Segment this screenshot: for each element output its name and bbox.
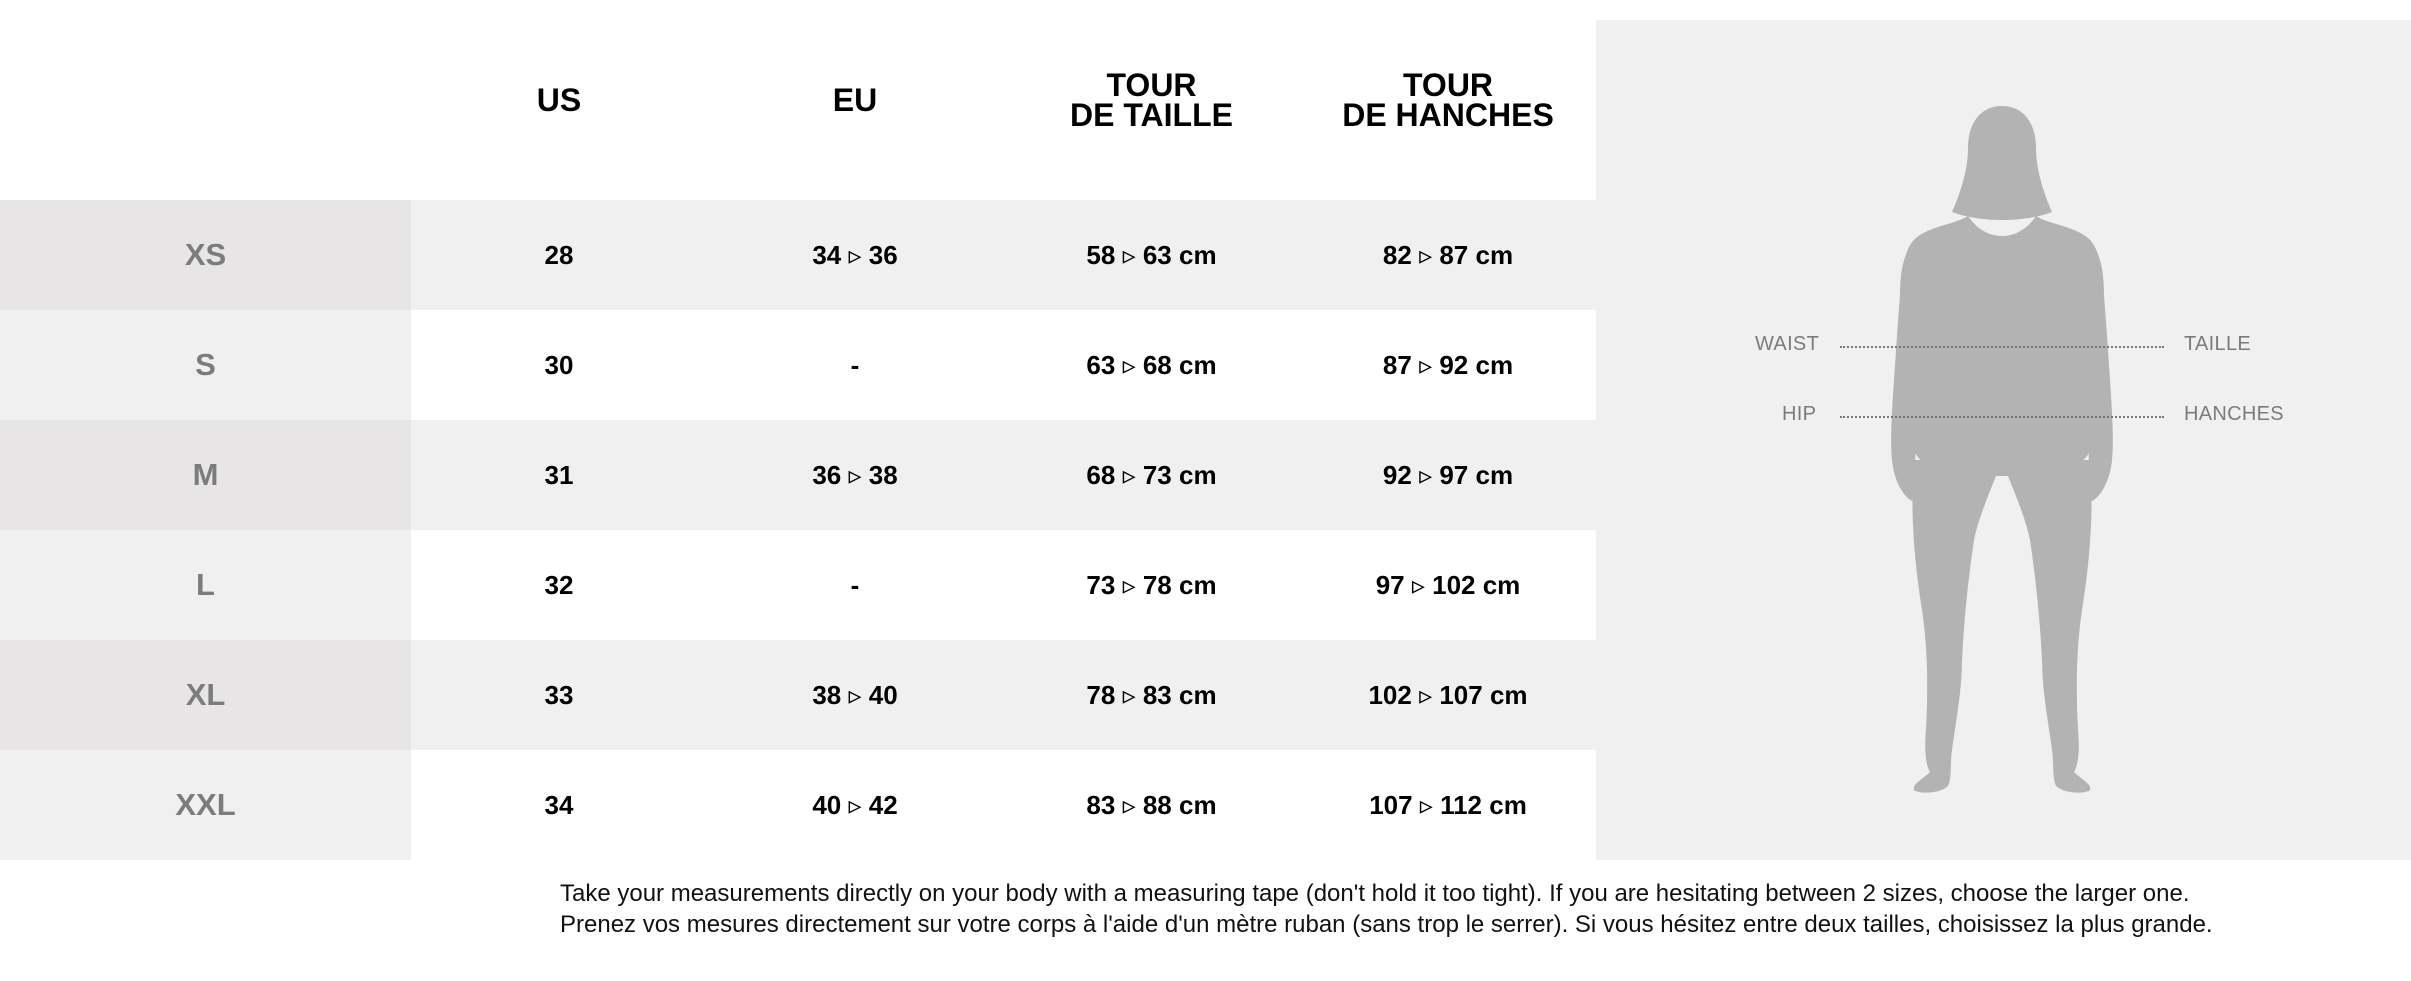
table-row (0, 530, 1596, 640)
waist-value: 73 ▹ 78 cm (1086, 569, 1217, 600)
waist-value: 83 ▹ 88 cm (1086, 789, 1217, 820)
hip-label-fr: HANCHES (2184, 403, 2284, 425)
waist-label-en: WAIST (1755, 333, 1820, 355)
woman-silhouette-icon (1596, 20, 2411, 860)
us-value: 31 (544, 459, 574, 490)
waist-value: 78 ▹ 83 cm (1086, 679, 1217, 710)
size-label: M (0, 420, 411, 530)
waist-value: 58 ▹ 63 cm (1086, 239, 1217, 270)
measurement-footnote (560, 878, 2213, 940)
us-value: 33 (544, 679, 574, 710)
table-row (0, 200, 1596, 310)
header-waist (1003, 0, 1300, 200)
size-label: L (0, 530, 411, 640)
table-row (0, 750, 1596, 860)
us-value: 28 (544, 239, 574, 270)
header-hips-line-2: DE HANCHES (1342, 97, 1554, 133)
header-hips-line-1: TOUR (1402, 67, 1494, 103)
eu-value: 38 ▹ 40 (812, 679, 898, 710)
footnote-french: Prenez vos mesures directement sur votre corps à l'aide d'un mètre ruban (sans trop le serrer). Si vous hésitez entre deux tailles, choisissez la plus grande. (560, 911, 2213, 938)
size-label: XL (0, 640, 411, 750)
table-header-row (0, 0, 1596, 200)
hip-measure-line (1840, 416, 2164, 418)
us-value: 30 (544, 349, 574, 380)
header-eu-label: EU (832, 82, 878, 118)
us-value: 32 (544, 569, 574, 600)
header-waist-line-1: TOUR (1106, 67, 1197, 103)
waist-value: 68 ▹ 73 cm (1086, 459, 1217, 490)
eu-value: 34 ▹ 36 (812, 239, 898, 270)
waist-value: 63 ▹ 68 cm (1086, 349, 1217, 380)
hips-value: 102 ▹ 107 cm (1368, 679, 1528, 710)
footnote-english: Take your measurements directly on your body with a measuring tape (don't hold it too tight). If you are hesitating between 2 sizes, choose the larger one. (560, 880, 2190, 907)
eu-value: 40 ▹ 42 (812, 789, 898, 820)
body-figure-panel (1596, 20, 2411, 860)
header-size-blank (0, 0, 411, 200)
header-hips (1300, 0, 1596, 200)
waist-label-fr: TAILLE (2184, 333, 2252, 355)
hip-label-en: HIP (1782, 403, 1817, 425)
hips-value: 107 ▹ 112 cm (1369, 789, 1527, 820)
header-waist-line-2: DE TAILLE (1070, 97, 1233, 133)
hips-value: 97 ▹ 102 cm (1375, 569, 1521, 600)
eu-value: - (850, 349, 860, 380)
table-row (0, 420, 1596, 530)
table-row (0, 310, 1596, 420)
size-label: S (0, 310, 411, 420)
header-us-label: US (536, 82, 582, 118)
table-row (0, 640, 1596, 750)
hips-value: 82 ▹ 87 cm (1382, 239, 1514, 270)
hips-value: 92 ▹ 97 cm (1382, 459, 1514, 490)
size-label: XXL (0, 750, 411, 860)
header-us (411, 0, 707, 200)
us-value: 34 (544, 789, 574, 820)
eu-value: - (850, 569, 860, 600)
eu-value: 36 ▹ 38 (812, 459, 898, 490)
header-eu (707, 0, 1003, 200)
hips-value: 87 ▹ 92 cm (1382, 349, 1514, 380)
size-label: XS (0, 200, 411, 310)
waist-measure-line (1840, 346, 2164, 348)
